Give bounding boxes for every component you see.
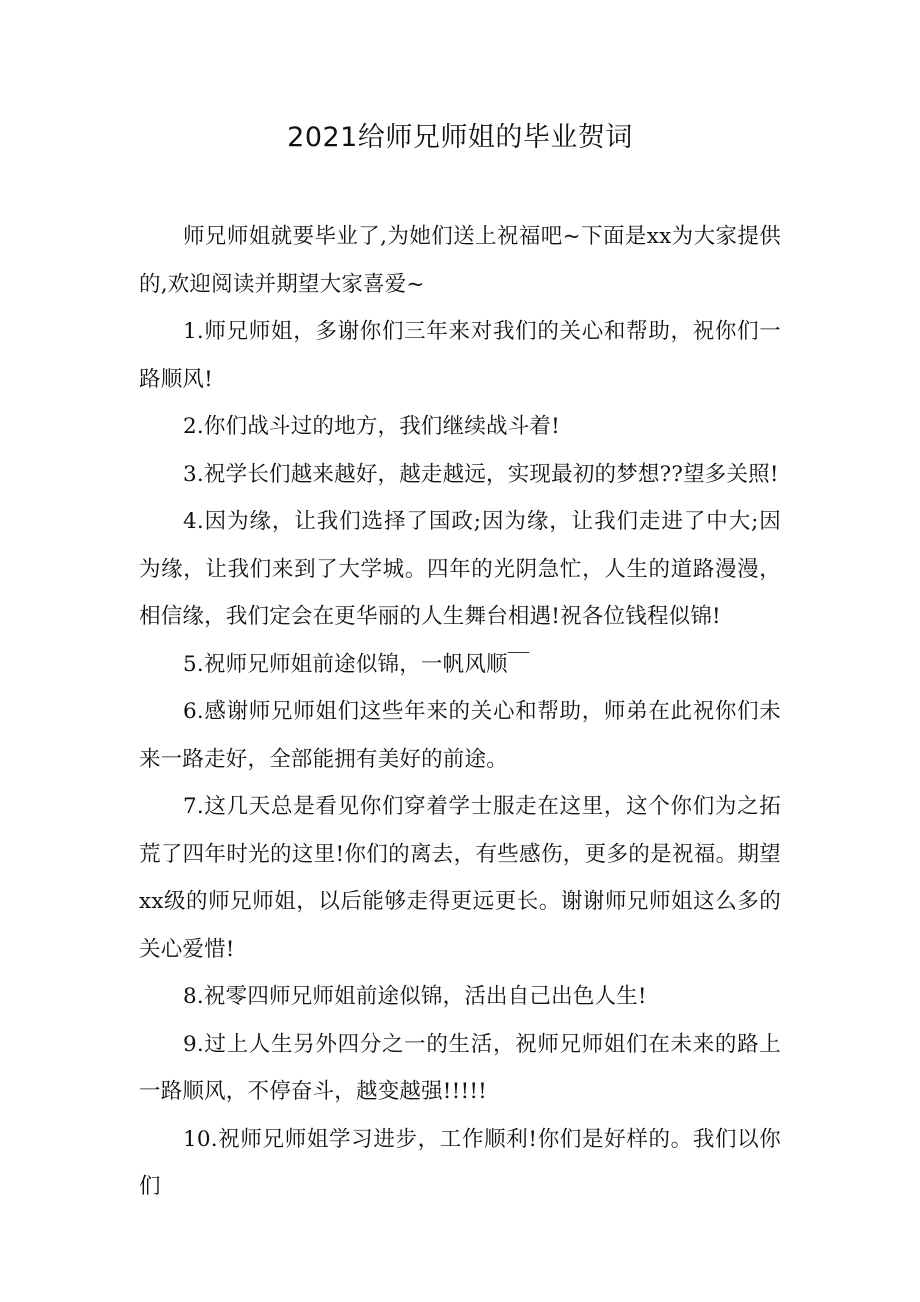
paragraph-4: 4.因为缘，让我们选择了国政;因为缘，让我们走进了中大;因为缘，让我们来到了大学城。四年的光阴急忙，人生的道路漫漫，相信缘，我们定会在更华丽的人生舞台相遇!祝各位钱程似锦! [139,509,781,629]
document-body [139,213,781,1211]
paragraph-intro: 师兄师姐就要毕业了,为她们送上祝福吧~下面是xx为大家提供的,欢迎阅读并期望大家喜爱~ [139,224,781,297]
paragraph-5: 5.祝师兄师姐前途似锦，一帆风顺￣ [183,651,530,677]
paragraph-2: 2.你们战斗过的地方，我们继续战斗着! [183,414,560,439]
paragraph-8: 8.祝零四师兄师姐前途似锦，活出自己出色人生! [183,984,647,1009]
paragraph-1: 1.师兄师姐，多谢你们三年来对我们的关心和帮助，祝你们一路顺风! [139,319,781,392]
paragraph-7: 7.这几天总是看见你们穿着学士服走在这里，这个你们为之拓荒了四年时光的这里!你们的离去，有些感伤，更多的是祝福。期望xx级的师兄师姐，以后能够走得更远更长。谢谢师兄师姐这么多的关心爱惜! [139,794,781,962]
paragraph-6: 6.感谢师兄师姐们这些年来的关心和帮助，师弟在此祝你们未来一路走好，全部能拥有美好的前途。 [139,699,781,772]
paragraph-9: 9.过上人生另外四分之一的生活，祝师兄师姐们在未来的路上一路顺风，不停奋斗，越变越强!!!!! [139,1031,781,1104]
paragraph-3: 3.祝学长们越来越好，越走越远，实现最初的梦想??望多关照! [183,461,779,487]
paragraph-10: 10.祝师兄师姐学习进步，工作顺利!你们是好样的。我们以你们 [139,1126,781,1199]
document-title: 2021给师兄师姐的毕业贺词 [287,122,633,153]
